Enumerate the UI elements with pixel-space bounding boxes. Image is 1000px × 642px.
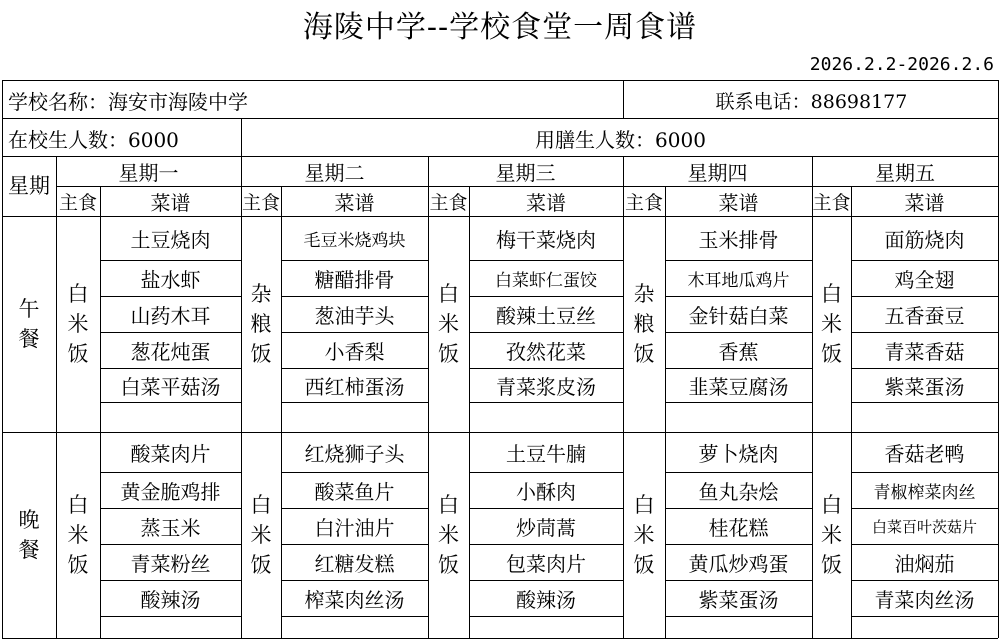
lunch-dish: 紫菜蛋汤 [884,374,965,399]
dinner-dish: 香菇老鸭 [884,441,965,466]
dinner-dish: 鱼丸杂烩 [698,479,779,504]
dinner-dish: 黄瓜炒鸡蛋 [688,551,789,576]
dish-row-line [665,616,812,617]
dinner-dish: 青菜肉丝汤 [874,587,975,612]
dinner-dish: 桂花糕 [708,515,769,540]
dinner-staple-5-char: 饭 [821,553,842,577]
menu-header: 菜谱 [718,190,759,215]
staple-header: 主食 [624,191,663,214]
lunch-staple-3-char: 白 [438,282,459,306]
dinner-dish: 油焖茄 [894,551,955,576]
lunch-dish: 香蕉 [718,339,759,364]
lunch-staple-5-char: 白 [821,282,842,306]
lunch-label-char: 餐 [18,327,40,351]
dinner-dish: 蒸玉米 [140,515,201,540]
dinner-label-char: 餐 [18,538,40,562]
dinner-dish: 酸菜鱼片 [314,479,395,504]
lunch-dish: 土豆烧肉 [130,227,211,252]
lunch-staple-2-char: 杂 [250,282,272,306]
lunch-staple-3 [428,216,469,432]
dinner-dish: 萝卜烧肉 [698,441,779,466]
lunch-staple-5-char: 饭 [821,342,842,366]
lunch-staple-4-char: 饭 [633,342,655,366]
lunch-dish: 青菜香菇 [884,339,965,364]
dinner-staple-1-char: 白 [67,493,89,517]
dinner-staple-1-char: 米 [67,523,89,547]
enrolled-students: 在校生人数：6000 [8,127,179,152]
grid-line [2,118,998,119]
week-header [2,156,56,216]
dish-row-line [281,616,428,617]
dinner-dish: 小酥肉 [516,479,576,504]
lunch-dish: 葱油芋头 [314,303,395,328]
lunch-label-char: 午 [18,297,40,321]
dinner-staple-3-char: 饭 [438,553,459,577]
lunch-staple-2-char: 粮 [250,312,272,336]
lunch-dish: 玉米排骨 [698,227,779,252]
school-name: 学校名称：海安市海陵中学 [8,89,248,114]
lunch-staple-4-char: 杂 [633,282,655,306]
lunch-dish: 梅干菜烧肉 [496,227,596,252]
dinner-dish: 酸菜肉片 [130,441,211,466]
lunch-staple-1-char: 白 [67,282,89,306]
staple-header: 主食 [812,191,851,214]
dish-row-line [100,616,241,617]
lunch-label [2,216,56,432]
lunch-staple-1 [56,216,100,432]
dinner-staple-3-char: 米 [438,523,459,547]
lunch-dish: 面筋烧肉 [884,227,965,252]
dish-row-line [851,616,998,617]
lunch-dish: 五香蚕豆 [884,303,965,328]
dinner-dish: 青椒榨菜肉丝 [873,482,976,503]
dinner-dish: 红糖发糕 [314,551,395,576]
lunch-dish: 金针菇白菜 [688,303,789,328]
dish-row-line [100,402,241,403]
dinner-dish: 包菜肉片 [506,551,586,576]
dinner-dish: 酸辣汤 [140,587,201,612]
lunch-dish: 葱花炖蛋 [130,339,211,364]
table-top-border [2,80,998,81]
lunch-dish: 糖醋排骨 [314,267,395,292]
lunch-dish: 山药木耳 [130,303,211,328]
lunch-staple-3-char: 米 [438,312,459,336]
dinner-staple-1-char: 饭 [67,553,89,577]
date-range: 2026.2.2-2026.2.6 [809,54,994,75]
lunch-dish: 木耳地瓜鸡片 [687,270,790,291]
lunch-dish: 毛豆米烧鸡块 [303,230,406,251]
dinner-dish: 土豆牛腩 [506,441,586,466]
dish-row-line [469,402,623,403]
lunch-staple-3-char: 饭 [438,342,459,366]
dinner-staple-5-char: 白 [821,493,842,517]
dining-students: 用膳生人数：6000 [535,127,706,152]
dish-row-line [665,402,812,403]
dinner-staple-5 [812,432,851,638]
lunch-staple-1-char: 米 [67,312,89,336]
staple-header: 主食 [58,191,97,214]
menu-header: 菜谱 [334,190,375,215]
lunch-dish: 小香梨 [324,339,385,364]
table-bottom-border [2,638,998,639]
lunch-staple-5 [812,216,851,432]
menu-header: 菜谱 [526,190,566,215]
dinner-dish: 酸辣汤 [516,587,576,612]
day-header-4: 星期四 [687,160,748,185]
staple-header: 主食 [429,191,468,214]
lunch-dish: 青菜浆皮汤 [496,374,596,399]
lunch-staple-4-char: 粮 [633,312,655,336]
dish-row-line [281,402,428,403]
dinner-staple-3-char: 白 [438,493,459,517]
lunch-dish: 盐水虾 [140,267,201,292]
dinner-staple-4-char: 米 [633,523,655,547]
contact-phone: 联系电话：88698177 [715,90,908,113]
day-header-2: 星期二 [304,160,365,185]
dinner-dish: 白菜百叶茨菇片 [871,517,977,536]
table-right-border [998,80,999,638]
dish-row-line [851,402,998,403]
menu-header: 菜谱 [150,190,191,215]
lunch-staple-4 [623,216,665,432]
lunch-staple-5-char: 米 [821,312,842,336]
lunch-staple-1-char: 饭 [67,342,89,366]
dinner-dish: 白汁油片 [314,515,395,540]
lunch-dish: 孜然花菜 [506,339,586,364]
dinner-staple-3 [428,432,469,638]
lunch-dish: 西红柿蛋汤 [304,374,405,399]
dinner-dish: 炒茼蒿 [516,515,576,540]
dinner-staple-4-char: 白 [633,493,655,517]
day-header-5: 星期五 [875,160,935,185]
dinner-dish: 青菜粉丝 [130,551,211,576]
grid-line [241,118,242,156]
dinner-dish: 红烧狮子头 [304,441,405,466]
menu-header: 菜谱 [904,190,945,215]
page-title: 海陵中学--学校食堂一周食谱 [302,10,698,45]
grid-line [623,80,624,118]
dish-row-line [469,616,623,617]
lunch-dish: 鸡全翅 [894,267,955,292]
day-header-1: 星期一 [118,160,179,185]
dinner-staple-4 [623,432,665,638]
dinner-dish: 榨菜肉丝汤 [304,587,405,612]
dinner-dish: 紫菜蛋汤 [698,587,779,612]
lunch-dish: 白菜平菇汤 [120,374,221,399]
dinner-staple-5-char: 米 [821,523,842,547]
dinner-staple-2 [241,432,281,638]
dinner-staple-2-char: 白 [250,493,272,517]
lunch-dish: 白菜虾仁蛋饺 [495,270,597,291]
lunch-staple-2 [241,216,281,432]
dinner-staple-2-char: 饭 [250,553,272,577]
lunch-dish: 酸辣土豆丝 [496,303,596,328]
dinner-staple-2-char: 米 [250,523,272,547]
lunch-dish: 韭菜豆腐汤 [688,374,789,399]
lunch-staple-2-char: 饭 [250,342,272,366]
dinner-staple-4-char: 饭 [633,553,655,577]
dinner-dish: 黄金脆鸡排 [120,479,221,504]
dinner-label [2,432,56,638]
week-header-label: 星期 [8,174,50,198]
day-header-3: 星期三 [495,160,556,185]
dinner-label-char: 晚 [18,508,40,532]
staple-header: 主食 [241,191,280,214]
dinner-staple-1 [56,432,100,638]
